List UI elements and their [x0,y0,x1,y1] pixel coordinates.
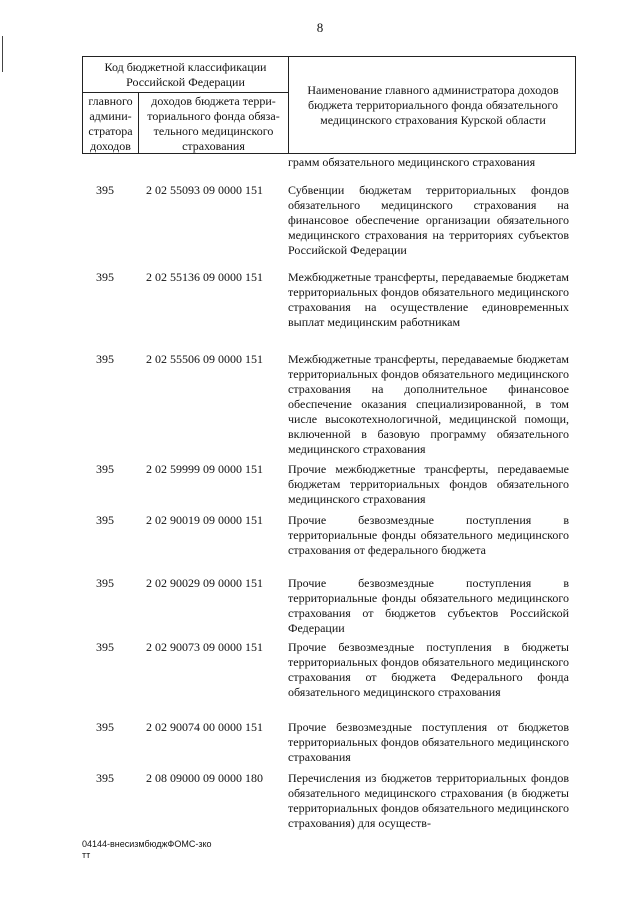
admin-code: 395 [96,183,114,197]
document-footer [82,839,212,861]
budget-code: 2 02 55136 09 0000 151 [146,270,263,284]
budget-code: 2 02 90019 09 0000 151 [146,513,263,527]
row-description: Перечисления из бюджетов территориальных фондов обязательного медицинского страхования (в бюджеты территориальных фондов обязательного медицинского страхования) для осуществ- [288,771,569,830]
budget-code: 2 02 55093 09 0000 151 [146,183,263,197]
admin-code: 395 [96,352,114,366]
row-description: Прочие безвозмездные поступления в бюджеты территориальных фондов обязательного медицинского страхования от бюджета Федерального фонда обязательного медицинского страхования [288,640,569,699]
header-name-column: Наименование главного администратора доходов бюджета территориального фонда обязательного медицинского страхования Курской области [307,83,559,127]
budget-code: 2 02 90074 00 0000 151 [146,720,263,734]
footer-initials: тт [82,850,91,860]
budget-code: 2 02 90029 09 0000 151 [146,576,263,590]
admin-code: 395 [96,720,114,734]
admin-code: 395 [96,462,114,476]
header-code-group: Код бюджетной классификации Российской Федерации [83,57,289,93]
row-description: Субвенции бюджетам территориальных фондов обязательного медицинского страхования на финансовое обеспечение организации обязательного медицинского страхования на территориях субъектов Российской Федерации [288,183,569,257]
budget-code: 2 02 55506 09 0000 151 [146,352,263,366]
header-income-column: доходов бюджета терри-ториального фонда обяза-тельного медицинского страхования [139,93,289,154]
row-description: Прочие безвозмездные поступления от бюджетов территориальных фондов обязательного медицинского страхования [288,720,569,764]
row-description: Прочие безвозмездные поступления в территориальные фонды обязательного медицинского страхования от бюджетов субъектов Российской Федерации [288,576,569,635]
table-header [82,56,576,154]
footer-filename: 04144-внесизмбюджФОМС-зко [82,839,212,849]
admin-code: 395 [96,640,114,654]
page-number: 8 [316,20,324,35]
admin-code: 395 [96,270,114,284]
budget-code: 2 08 09000 09 0000 180 [146,771,263,785]
admin-code: 395 [96,513,114,527]
row-description: Прочие безвозмездные поступления в территориальные фонды обязательного медицинского страхования от федерального бюджета [288,513,569,557]
row-description: Межбюджетные трансферты, передаваемые бюджетам территориальных фондов обязательного медицинского страхования на осуществление единовременных выплат медицинским работникам [288,270,569,329]
continuation-text: грамм обязательного медицинского страхования [288,155,536,169]
margin-mark [2,36,3,72]
admin-code: 395 [96,576,114,590]
header-admin-column: главного админи-стратора доходов [83,93,139,154]
budget-code: 2 02 90073 09 0000 151 [146,640,263,654]
row-description: Межбюджетные трансферты, передаваемые бюджетам территориальных фондов обязательного медицинского страхования на дополнительное финансовое обеспечение оказания специализированной, в том числе высокотехнологичной, медицинской помощи, включенной в базовую программу обязательного медицинского страхования [288,352,569,456]
budget-code: 2 02 59999 09 0000 151 [146,462,263,476]
admin-code: 395 [96,771,114,785]
row-description: Прочие межбюджетные трансферты, передаваемые бюджетам территориальных фондов обязательного медицинского страхования [288,462,569,506]
